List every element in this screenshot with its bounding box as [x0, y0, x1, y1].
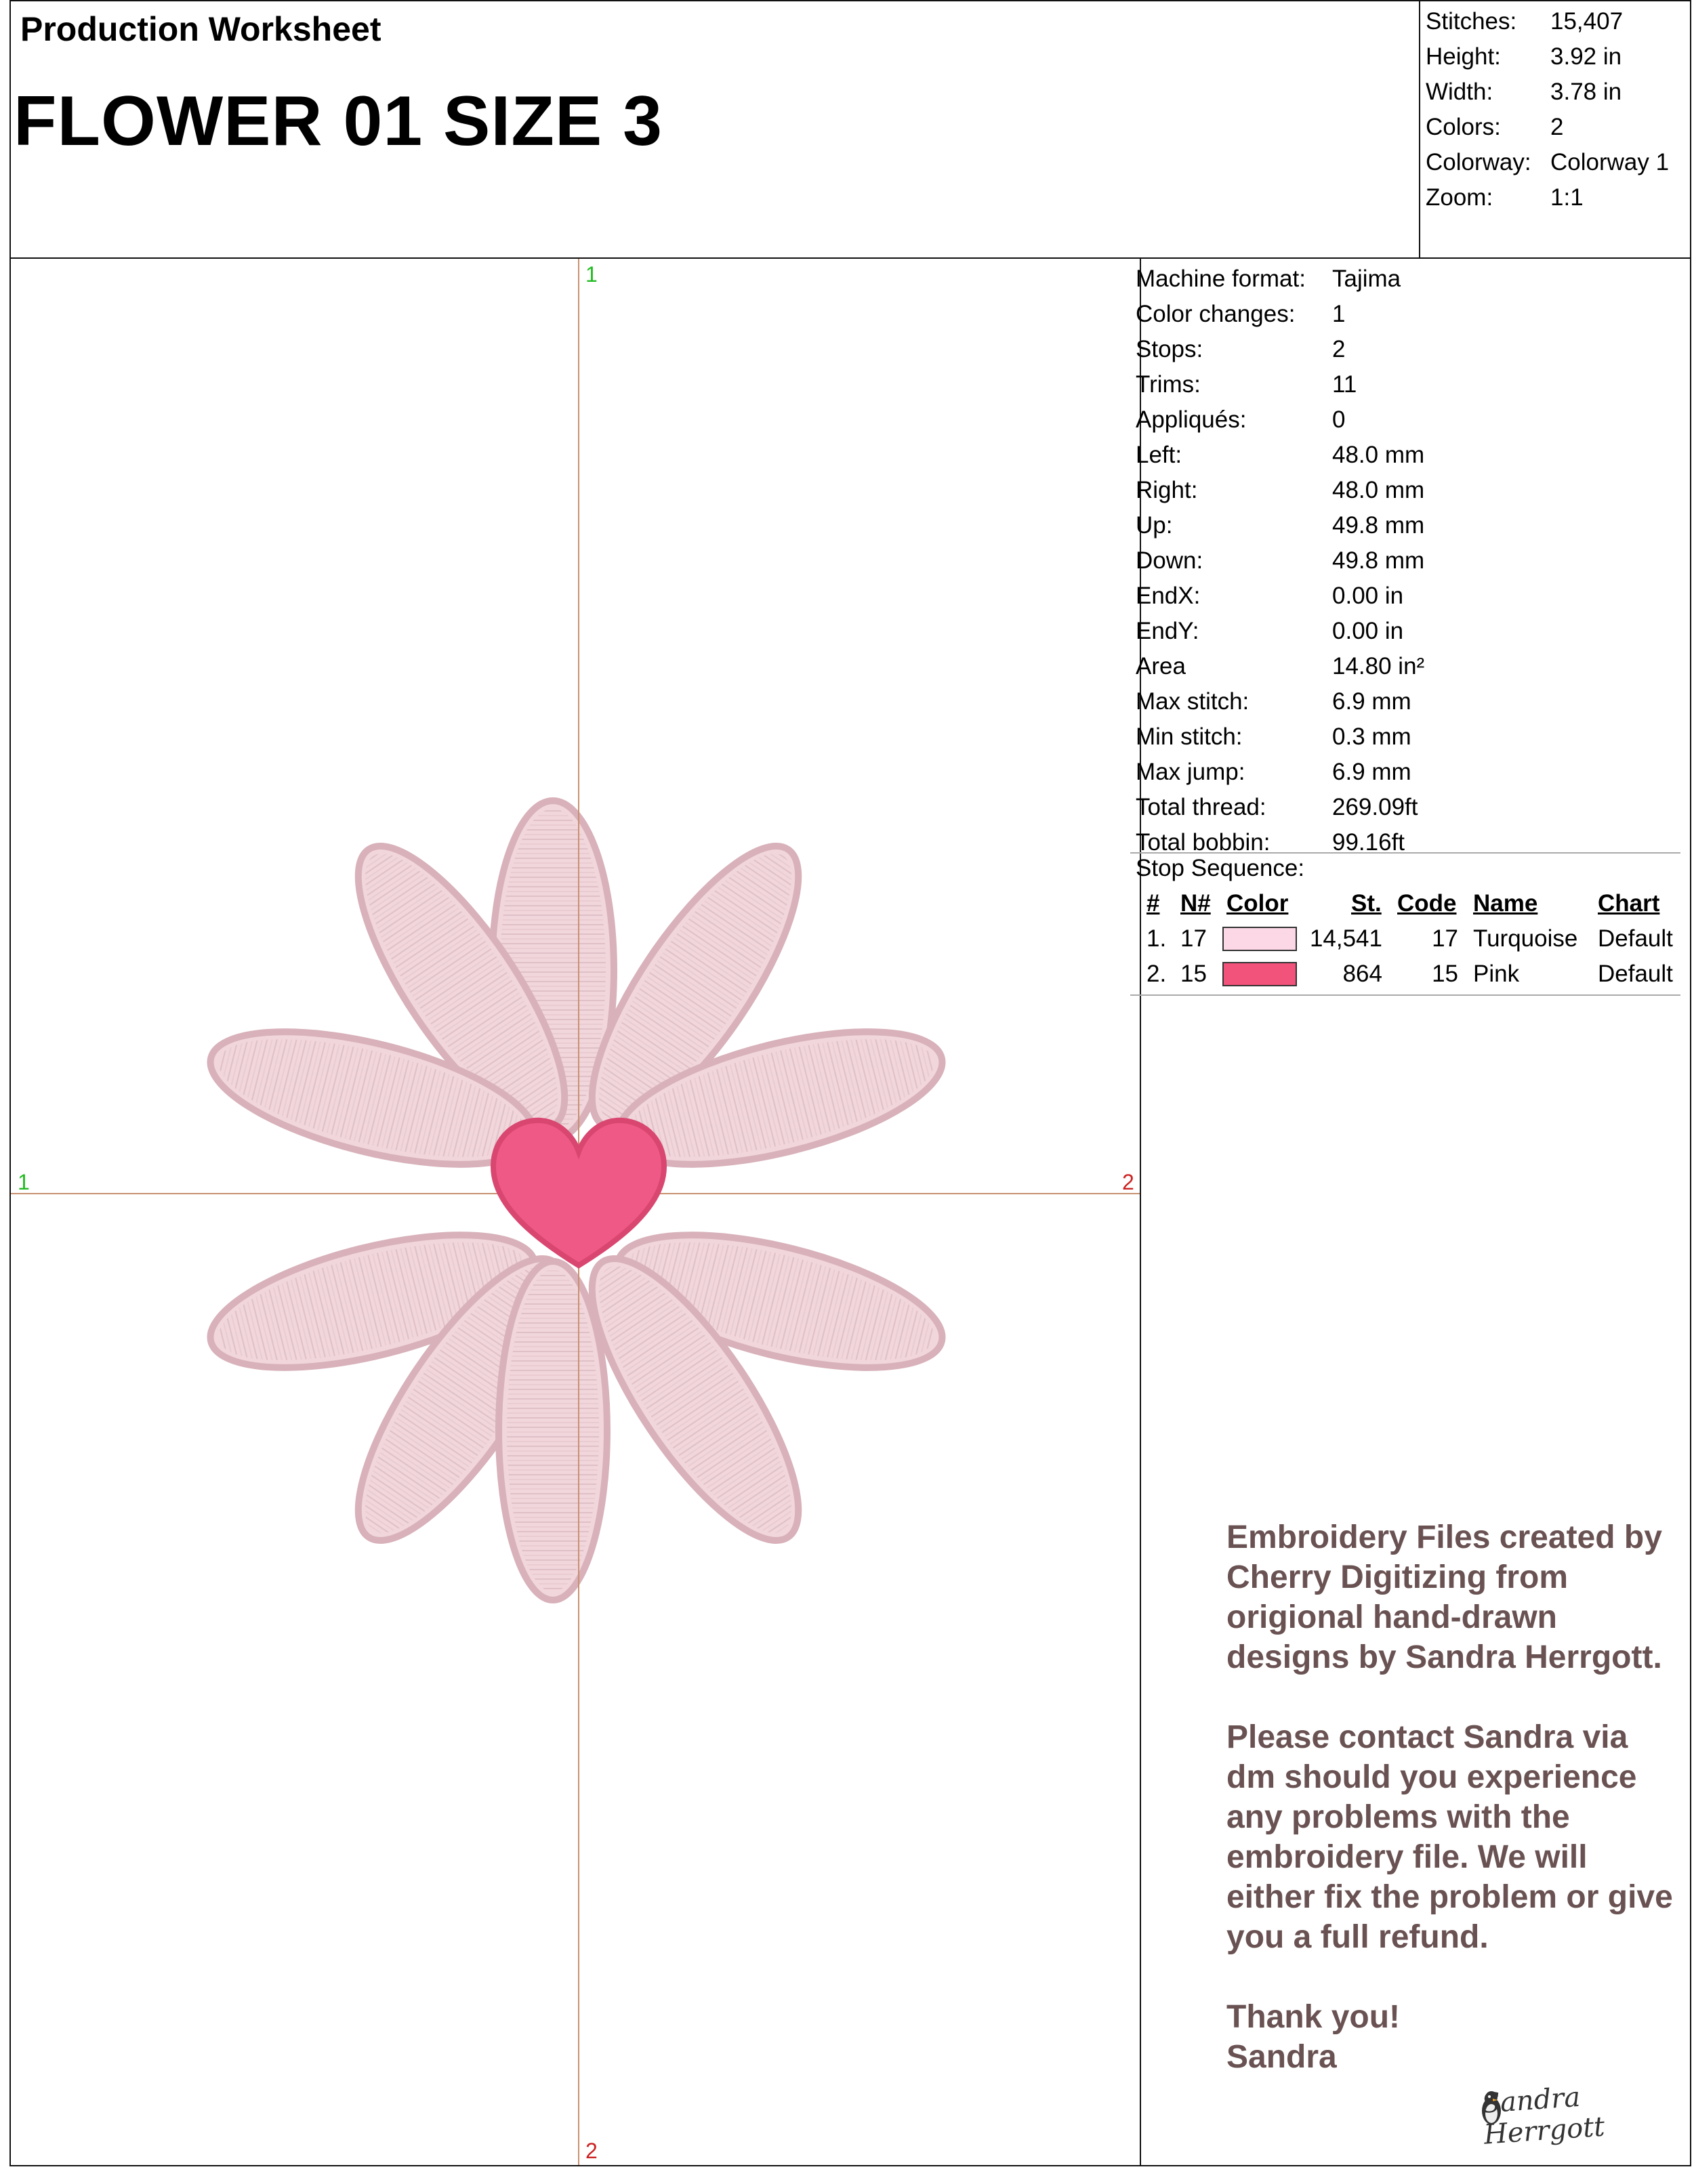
info-value: 48.0 mm	[1332, 442, 1425, 468]
note-thanks: Thank you!	[1226, 1999, 1401, 2035]
col-num-header: #	[1146, 890, 1160, 917]
info-label: Down:	[1136, 547, 1203, 574]
info-value: Tajima	[1332, 266, 1401, 292]
header	[11, 1, 1420, 259]
stop-chart: Default	[1598, 961, 1673, 987]
info-value: 6.9 mm	[1332, 688, 1411, 715]
design-name: FLOWER 01 SIZE 3	[14, 82, 663, 161]
info-value: 11	[1332, 371, 1357, 398]
note-signoff: Sandra	[1226, 2039, 1337, 2075]
note-paragraph: Embroidery Files created by Cherry Digitizing from origional hand-drawn designs by Sandra Herrgott.	[1226, 1519, 1662, 1675]
col-color-header: Color	[1226, 890, 1289, 917]
summary-label: Zoom:	[1426, 184, 1493, 211]
note-paragraph: Please contact Sandra via dm should you experience any problems with the embroidery file. We will either fix the problem or give you a full refund.	[1226, 1719, 1673, 1955]
info-label: Appliqués:	[1136, 406, 1247, 433]
summary-label: Colors:	[1426, 114, 1501, 140]
stop-num: 2.	[1146, 961, 1167, 987]
petal-texture	[507, 1269, 599, 1592]
info-label: Total bobbin:	[1136, 829, 1270, 856]
designer-note	[1226, 1517, 1674, 2077]
info-value: 0.3 mm	[1332, 723, 1411, 750]
info-label: Stops:	[1136, 336, 1203, 362]
info-value: 99.16ft	[1332, 829, 1405, 856]
summary-label: Stitches:	[1426, 8, 1517, 35]
info-label: Area	[1136, 653, 1186, 679]
summary-row	[1420, 149, 1691, 184]
info-label: Machine format:	[1136, 266, 1306, 292]
summary-value: 3.78 in	[1550, 79, 1622, 105]
info-label: Trims:	[1136, 371, 1201, 398]
marker-bottom: 2	[585, 2139, 598, 2163]
stop-stitches: 14,541	[1309, 925, 1382, 952]
info-value: 49.8 mm	[1332, 512, 1425, 539]
col-chart-header: Chart	[1598, 890, 1660, 917]
info-label: Up:	[1136, 512, 1173, 539]
stop-name: Pink	[1473, 961, 1520, 987]
divider	[1130, 852, 1680, 854]
summary-value: 15,407	[1550, 8, 1624, 35]
marker-left: 1	[18, 1170, 30, 1194]
info-value: 1	[1332, 301, 1346, 327]
summary-value: Colorway 1	[1550, 149, 1670, 175]
stop-needle: 15	[1180, 961, 1207, 987]
summary-value: 3.92 in	[1550, 43, 1622, 70]
summary-row	[1420, 8, 1691, 43]
stop-name: Turquoise	[1473, 925, 1578, 952]
marker-top: 1	[585, 262, 598, 287]
info-value: 48.0 mm	[1332, 477, 1425, 503]
info-value: 2	[1332, 336, 1346, 362]
stop-sequence-title: Stop Sequence:	[1136, 855, 1305, 881]
info-value: 6.9 mm	[1332, 759, 1411, 785]
info-label: Min stitch:	[1136, 723, 1243, 750]
col-name-header: Name	[1473, 890, 1538, 917]
summary-label: Width:	[1426, 79, 1493, 105]
col-needle-header: N#	[1180, 890, 1211, 917]
info-value: 0	[1332, 406, 1346, 433]
stop-stitches: 864	[1342, 961, 1382, 987]
summary-row	[1420, 43, 1691, 79]
marker-right: 2	[1122, 1170, 1134, 1194]
stop-needle: 17	[1180, 925, 1207, 952]
info-value: 49.8 mm	[1332, 547, 1425, 574]
summary-row	[1420, 114, 1691, 149]
info-value: 269.09ft	[1332, 794, 1418, 820]
color-swatch	[1222, 962, 1297, 986]
col-code-header: Code	[1397, 890, 1457, 917]
summary-label: Colorway:	[1426, 149, 1531, 175]
stop-chart: Default	[1598, 925, 1673, 952]
summary-row	[1420, 79, 1691, 114]
divider	[1130, 994, 1680, 996]
info-value: 0.00 in	[1332, 583, 1404, 609]
info-label: Color changes:	[1136, 301, 1296, 327]
summary-value: 1:1	[1550, 184, 1584, 211]
stop-code: 15	[1432, 961, 1458, 987]
col-stitches-header: St.	[1351, 890, 1382, 917]
info-value: 0.00 in	[1332, 618, 1404, 644]
signature-logo: Sandra Herrgott	[1481, 2081, 1606, 2151]
info-label: Left:	[1136, 442, 1182, 468]
stop-num: 1.	[1146, 925, 1167, 952]
info-value: 14.80 in²	[1332, 653, 1425, 679]
summary-panel	[1420, 1, 1691, 259]
info-label: EndY:	[1136, 618, 1199, 644]
info-label: EndX:	[1136, 583, 1201, 609]
design-preview	[11, 259, 1141, 2165]
info-label: Total thread:	[1136, 794, 1266, 820]
stop-code: 17	[1432, 925, 1458, 952]
summary-value: 2	[1550, 114, 1564, 140]
doc-type-title: Production Worksheet	[20, 10, 381, 48]
info-label: Right:	[1136, 477, 1198, 503]
info-label: Max stitch:	[1136, 688, 1249, 715]
preview-canvas	[11, 259, 1140, 2165]
summary-label: Height:	[1426, 43, 1501, 70]
summary-row	[1420, 184, 1691, 219]
color-swatch	[1222, 927, 1297, 951]
info-label: Max jump:	[1136, 759, 1245, 785]
info-panel	[1130, 257, 1680, 996]
